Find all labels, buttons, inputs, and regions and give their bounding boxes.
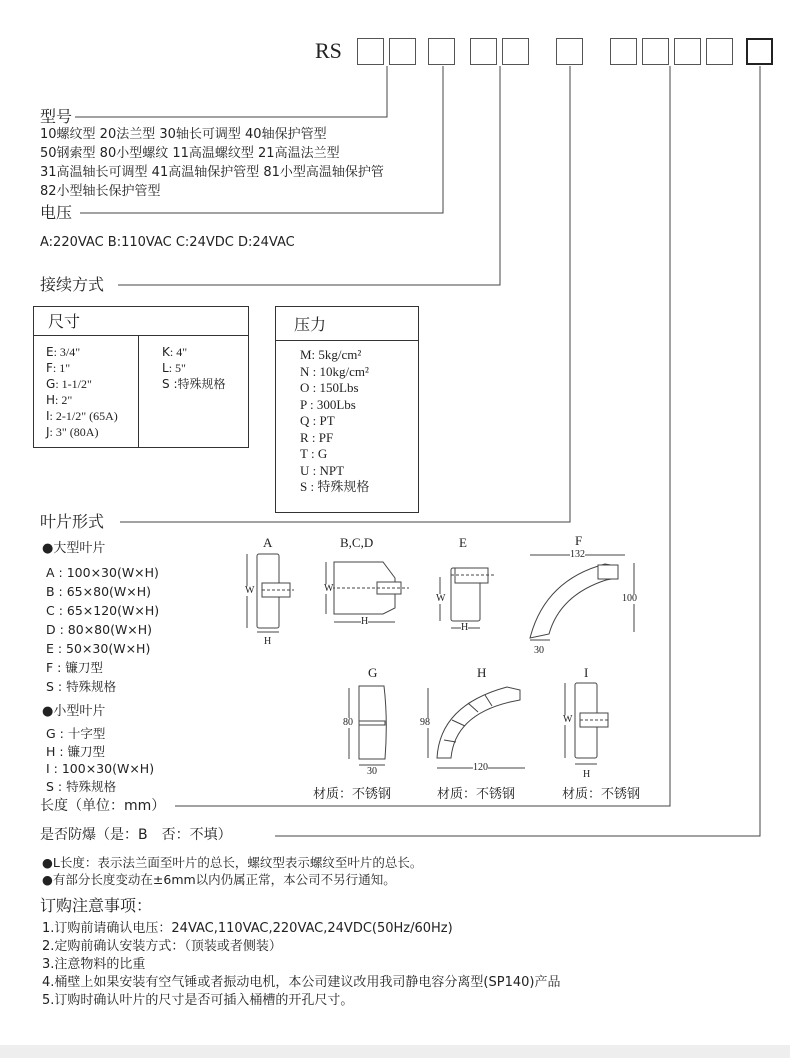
order-list (42, 920, 560, 1010)
dim-label: 100 (622, 593, 637, 604)
blade-item: D : 80×80(W×H) (46, 622, 153, 637)
code-box (556, 38, 583, 65)
diagram-label: A (263, 535, 273, 550)
size-key: S (162, 377, 170, 391)
small-blade-title: ●小型叶片 (42, 704, 106, 719)
blade-g-diagram (349, 686, 386, 765)
size-key: F (46, 361, 53, 375)
explosion-title: 是否防爆（是：B 否：不填） (40, 827, 232, 843)
diagram-label: B,C,D (340, 535, 374, 550)
blade-bcd-diagram (326, 562, 409, 622)
size-value: : 2-1/2" (65A) (49, 409, 118, 423)
code-box (674, 38, 701, 65)
code-prefix: RS (315, 38, 342, 63)
order-item: 1.订购前请确认电压：24VAC,110VAC,220VAC,24VDC(50Hz/60Hz) (42, 921, 453, 936)
dim-label: W (436, 593, 446, 604)
size-value: : 4" (169, 345, 188, 359)
small-blade-list (46, 725, 154, 795)
footer-band (0, 1045, 790, 1058)
material-label: 材质：不锈钢 (313, 787, 392, 802)
dim-label: W (245, 585, 255, 596)
size-value: : 1" (52, 361, 71, 375)
model-title: 型号 (40, 107, 73, 126)
dim-label: 30 (367, 766, 377, 777)
blade-item: A : 100×30(W×H) (46, 565, 159, 580)
order-item: 4.桶壁上如果安装有空气锤或者振动电机，本公司建议改用我司静电容分离型(SP140)产品 (42, 975, 561, 990)
size-right-list (162, 344, 225, 392)
pressure-item: M: 5kg/cm² (300, 347, 362, 362)
size-box (33, 306, 249, 448)
blade-item: B : 65×80(W×H) (46, 584, 152, 599)
dim-label: W (324, 583, 334, 594)
large-blade-list (46, 563, 159, 696)
pressure-item: S : 特殊规格 (300, 479, 370, 494)
dim-label: W (563, 714, 573, 725)
code-box (389, 38, 416, 65)
pressure-item: R : PF (300, 429, 334, 445)
order-title: 订购注意事项： (40, 896, 153, 915)
size-value: :特殊规格 (169, 377, 226, 391)
order-item: 2.定购前确认安装方式：（顶装或者侧装） (42, 939, 282, 954)
note: ●有部分长度变动在±6mm以内仍属正常，本公司不另行通知。 (42, 872, 396, 887)
length-title: 长度（单位：mm） (40, 798, 166, 814)
connection-title: 接续方式 (40, 275, 105, 294)
dim-label: H (264, 636, 272, 647)
diagram-label: I (584, 665, 589, 680)
size-key: I (46, 409, 50, 423)
pressure-item: Q : PT (300, 413, 335, 428)
diagram-label: G (368, 665, 378, 680)
dim-label: H (461, 622, 469, 633)
size-key: J (46, 425, 50, 439)
blade-item: G : 十字型 (46, 726, 106, 741)
size-left-list (46, 344, 118, 440)
model-line: 10螺纹型 20法兰型 30轴长可调型 40轴保护管型 (40, 127, 327, 142)
size-key: G (46, 377, 56, 391)
pressure-item: N : 10kg/cm² (300, 363, 369, 379)
code-box (706, 38, 733, 65)
code-box (428, 38, 455, 65)
code-box (470, 38, 497, 65)
dim-label: H (583, 769, 591, 780)
blade-f-diagram (530, 555, 634, 640)
blade-e-diagram (440, 568, 494, 628)
size-key: L (162, 361, 169, 375)
code-box (357, 38, 384, 65)
pressure-list (300, 347, 369, 496)
dim-label: 120 (473, 762, 488, 773)
size-key: K (162, 345, 170, 359)
model-line: 31高温轴长可调型 41高温轴保护管型 81小型高温轴保护管 (40, 165, 384, 180)
size-value: : 3/4" (53, 345, 81, 359)
order-item: 3.注意物料的比重 (42, 957, 146, 972)
blade-item: C : 65×120(W×H) (46, 603, 160, 618)
size-value: : 3" (80A) (49, 425, 99, 439)
dim-label: H (361, 616, 369, 627)
pressure-title: 压力 (294, 315, 327, 334)
pressure-item: O : 150Lbs (300, 380, 359, 395)
model-line: 50钢索型 80小型螺纹 11高温螺纹型 21高温法兰型 (40, 146, 340, 161)
size-value: : 1-1/2" (55, 377, 92, 391)
dim-label: 98 (420, 717, 430, 728)
pressure-item: T : G (300, 446, 328, 461)
note: ●L长度：表示法兰面至叶片的总长，螺纹型表示螺纹至叶片的总长。 (42, 855, 423, 870)
diagram-label: H (477, 665, 487, 680)
size-key: E (46, 345, 54, 359)
blade-title: 叶片形式 (40, 512, 105, 531)
diagram-label: E (459, 535, 467, 550)
size-key: H (46, 393, 56, 407)
material-label: 材质：不锈钢 (562, 787, 641, 802)
dim-label: 132 (570, 549, 585, 560)
large-blade-title: ●大型叶片 (42, 541, 106, 556)
size-title: 尺寸 (48, 312, 81, 331)
code-box (502, 38, 529, 65)
pressure-item: P : 300Lbs (300, 396, 356, 412)
blade-item: E : 50×30(W×H) (46, 641, 151, 656)
voltage-title: 电压 (40, 203, 73, 222)
size-value: : 2" (55, 393, 73, 407)
blade-item: S : 特殊规格 (46, 679, 117, 694)
voltage-options: A:220VAC B:110VAC C:24VDC D:24VAC (40, 235, 295, 250)
dim-label: 80 (343, 717, 353, 728)
blade-h-diagram (428, 687, 525, 768)
dim-label: 30 (534, 645, 544, 656)
code-box (610, 38, 637, 65)
size-value: : 5" (168, 361, 186, 375)
pressure-item: U : NPT (300, 462, 345, 478)
order-item: 5.订购时确认叶片的尺寸是否可插入桶槽的开孔尺寸。 (42, 993, 354, 1008)
code-box (746, 38, 773, 65)
blade-item: H : 镰刀型 (46, 743, 106, 759)
blade-item: S : 特殊规格 (46, 778, 117, 794)
pressure-box (275, 306, 419, 513)
code-box (642, 38, 669, 65)
blade-item: F : 镰刀型 (46, 660, 103, 675)
blade-item: I : 100×30(W×H) (46, 761, 155, 776)
diagram-label: F (575, 533, 583, 548)
model-line: 82小型轴长保护管型 (40, 184, 161, 199)
material-label: 材质：不锈钢 (437, 787, 516, 802)
